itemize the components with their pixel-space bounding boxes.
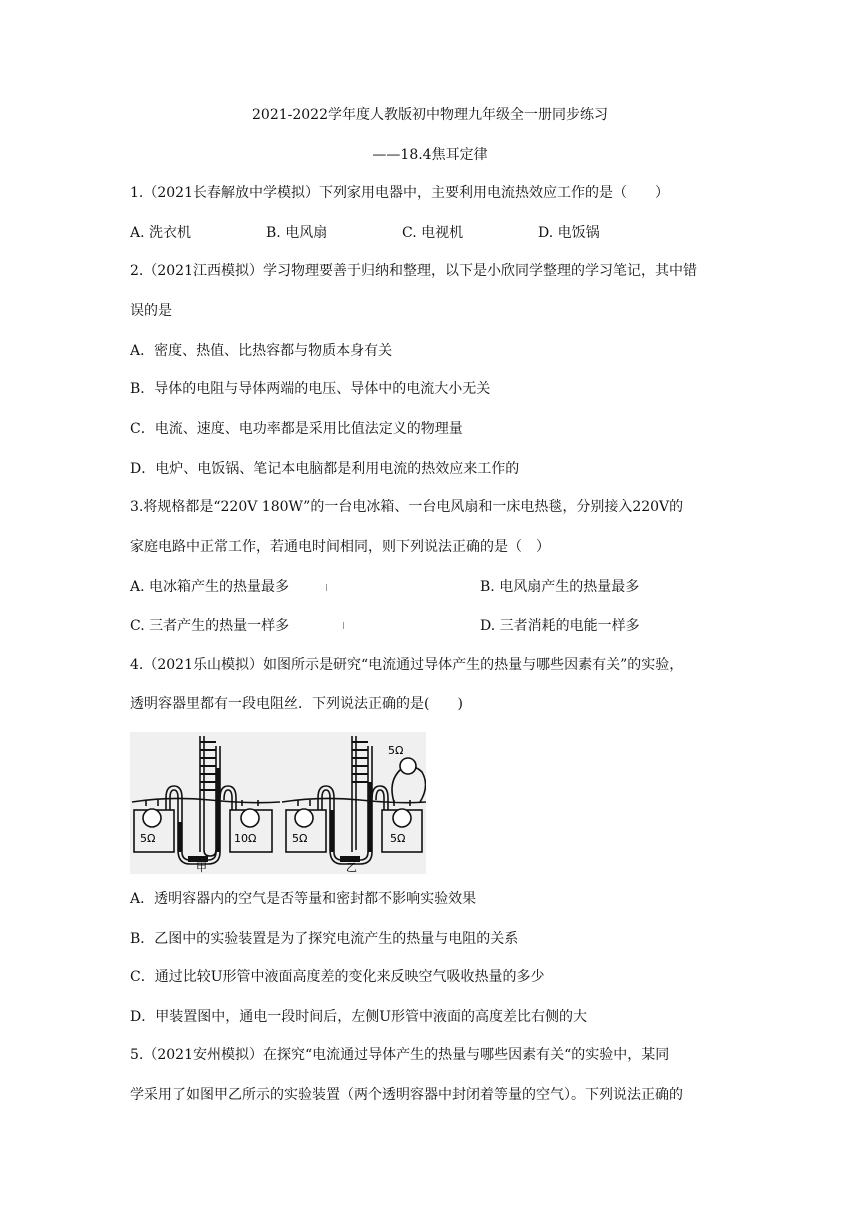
q3-stem-line2: 家庭电路中正常工作，若通电时间相同，则下列说法正确的是（ ） xyxy=(130,539,550,555)
q1-option-a: A. 洗衣机 xyxy=(130,225,192,241)
q2-stem-line1: 2.（2021江西模拟）学习物理要善于归纳和整理，以下是小欣同学整理的学习笔记，其中错 xyxy=(130,263,697,279)
q1-stem: 1.（2021长春解放中学模拟）下列家用电器中，主要利用电流热效应工作的是（ ） xyxy=(130,185,669,201)
scan-mark xyxy=(343,622,344,629)
scan-mark xyxy=(326,584,327,591)
q4-figure xyxy=(130,732,426,874)
q3-option-a: A. 电冰箱产生的热量最多 xyxy=(130,579,290,595)
document-subtitle: ——18.4焦耳定律 xyxy=(372,147,488,163)
caption-jia: 甲 xyxy=(196,861,207,874)
resistor-coil xyxy=(143,809,161,827)
q4-option-d: D．甲装置图中，通电一段时间后，左侧U形管中液面的高度差比右侧的大 xyxy=(130,1009,588,1025)
q4-stem-line2: 透明容器里都有一段电阻丝．下列说法正确的是( ) xyxy=(130,696,463,712)
resistor-label-5ohm: 5Ω xyxy=(140,832,156,845)
q2-option-a: A．密度、热值、比热容都与物质本身有关 xyxy=(130,343,393,359)
q2-option-b: B．导体的电阻与导体两端的电压、导体中的电流大小无关 xyxy=(130,381,491,397)
q5-stem-line1: 5.（2021安州模拟）在探究“电流通过导体产生的热量与哪些因素有关“的实验中，某同 xyxy=(130,1047,670,1063)
resistor-label-10ohm: 10Ω xyxy=(234,832,257,845)
resistor-label-5ohm: 5Ω xyxy=(292,832,308,845)
q4-option-c: C．通过比较U形管中液面高度差的变化来反映空气吸收热量的多少 xyxy=(130,969,545,985)
resistor-label-5ohm: 5Ω xyxy=(390,832,406,845)
q2-stem-line2: 误的是 xyxy=(130,303,172,319)
q4-option-a: A．透明容器内的空气是否等量和密封都不影响实验效果 xyxy=(130,891,477,907)
q5-stem-line2: 学采用了如图甲乙所示的实验装置（两个透明容器中封闭着等量的空气）。下列说法正确的 xyxy=(130,1087,683,1103)
resistor-coil xyxy=(241,809,259,827)
q4-option-b: B．乙图中的实验装置是为了探究电流产生的热量与电阻的关系 xyxy=(130,931,519,947)
parallel-resistor-label: 5Ω xyxy=(388,744,404,757)
q3-option-c: C. 三者产生的热量一样多 xyxy=(130,618,290,634)
joule-experiment-diagram xyxy=(130,732,426,874)
q2-option-c: C．电流、速度、电功率都是采用比值法定义的物理量 xyxy=(130,421,463,437)
scale-ladder-jia xyxy=(200,742,216,790)
document-title: 2021-2022学年度人教版初中物理九年级全一册同步练习 xyxy=(252,107,608,123)
q3-option-d: D. 三者消耗的电能一样多 xyxy=(480,618,640,634)
q4-stem-line1: 4.（2021乐山模拟）如图所示是研究“电流通过导体产生的热量与哪些因素有关”的实验， xyxy=(130,657,684,673)
q3-stem-line1: 3.将规格都是“220V 180W”的一台电冰箱、一台电风扇和一床电热毯，分别接入220V的 xyxy=(130,499,684,515)
caption-yi: 乙 xyxy=(346,861,357,874)
external-resistor-coil xyxy=(400,758,416,774)
resistor-coil xyxy=(393,809,411,827)
q3-option-b: B. 电风扇产生的热量最多 xyxy=(480,579,640,595)
q2-option-d: D．电炉、电饭锅、笔记本电脑都是利用电流的热效应来工作的 xyxy=(130,461,520,477)
q1-option-d: D. 电饭锅 xyxy=(538,225,600,241)
q1-option-b: B. 电风扇 xyxy=(266,225,328,241)
resistor-coil xyxy=(295,809,313,827)
q1-option-c: C. 电视机 xyxy=(402,225,464,241)
